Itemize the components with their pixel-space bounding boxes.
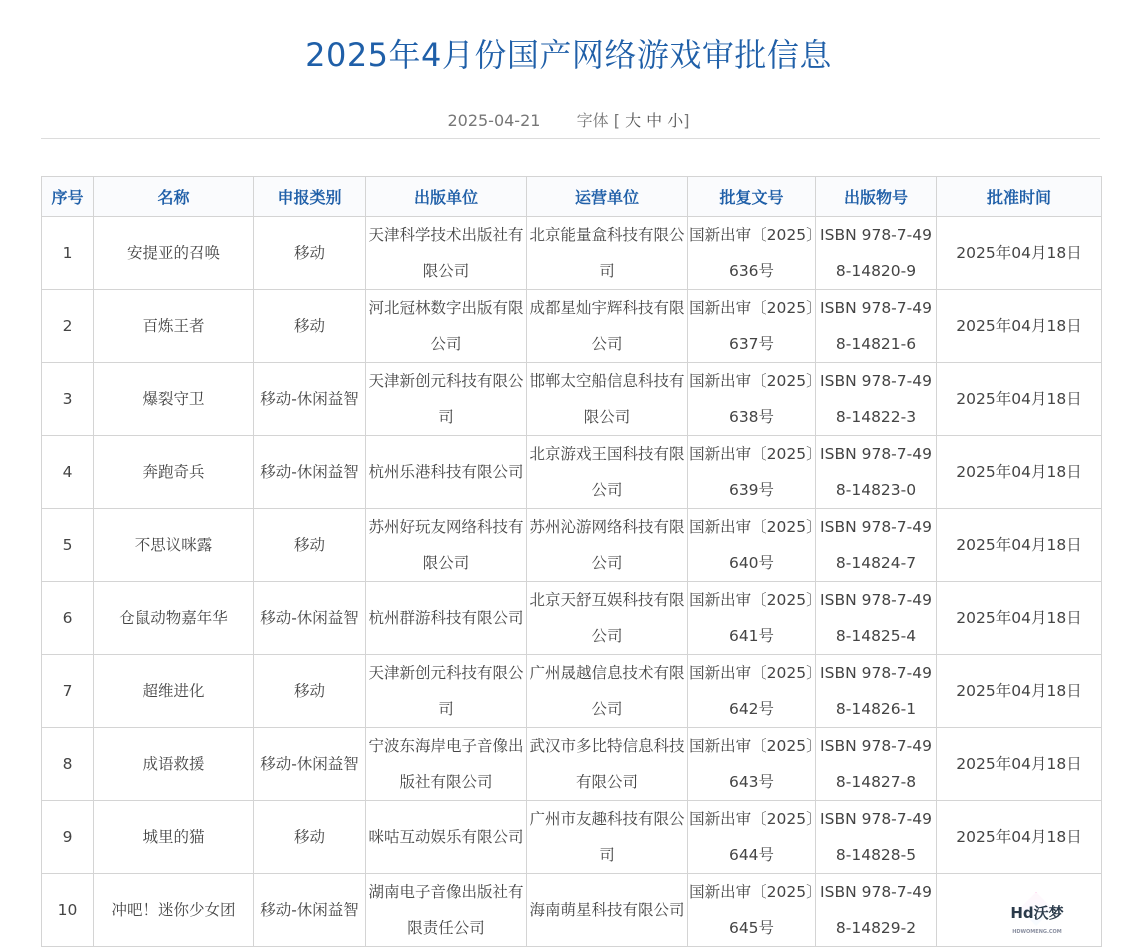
cell-category: 移动 — [254, 290, 366, 363]
table-header-row — [42, 177, 1102, 217]
table-row — [42, 217, 1102, 290]
table-row — [42, 582, 1102, 655]
cell-operator: 成都星灿宇辉科技有限公司 — [527, 290, 688, 363]
cell-isbn: ISBN 978-7-498-14828-5 — [816, 801, 937, 874]
cell-operator: 广州晟越信息技术有限公司 — [527, 655, 688, 728]
cell-game-name: 城里的猫 — [94, 801, 254, 874]
table-row — [42, 728, 1102, 801]
cell-approval-date: 2025年04月18日 — [937, 801, 1102, 874]
cell-category: 移动-休闲益智 — [254, 728, 366, 801]
cell-index: 7 — [42, 655, 94, 728]
cell-category: 移动 — [254, 655, 366, 728]
header-name: 名称 — [94, 177, 254, 217]
cell-category: 移动-休闲益智 — [254, 436, 366, 509]
divider — [41, 138, 1100, 139]
cell-approval-date: 2025年04月18日 — [937, 290, 1102, 363]
cell-index: 5 — [42, 509, 94, 582]
cell-approval-number: 国新出审〔2025〕642号 — [688, 655, 816, 728]
font-size-bracket: ] — [683, 111, 690, 130]
approval-table — [41, 176, 1102, 947]
cell-approval-number: 国新出审〔2025〕636号 — [688, 217, 816, 290]
cell-isbn: ISBN 978-7-498-14820-9 — [816, 217, 937, 290]
table-row — [42, 801, 1102, 874]
cell-approval-number: 国新出审〔2025〕645号 — [688, 874, 816, 947]
cell-game-name: 爆裂守卫 — [94, 363, 254, 436]
cell-game-name: 奔跑奇兵 — [94, 436, 254, 509]
cell-isbn: ISBN 978-7-498-14825-4 — [816, 582, 937, 655]
cell-approval-date: 2025年04月18日 — [937, 509, 1102, 582]
cell-isbn: ISBN 978-7-498-14826-1 — [816, 655, 937, 728]
cell-isbn: ISBN 978-7-498-14823-0 — [816, 436, 937, 509]
cell-operator: 北京天舒互娱科技有限公司 — [527, 582, 688, 655]
cell-approval-date: 2025年04月18日 — [937, 363, 1102, 436]
cell-publisher: 河北冠林数字出版有限公司 — [366, 290, 527, 363]
header-index: 序号 — [42, 177, 94, 217]
cell-category: 移动 — [254, 217, 366, 290]
font-size-medium-link[interactable]: 中 — [646, 111, 663, 130]
cell-publisher: 湖南电子音像出版社有限责任公司 — [366, 874, 527, 947]
table-row — [42, 509, 1102, 582]
cell-isbn: ISBN 978-7-498-14822-3 — [816, 363, 937, 436]
cell-publisher: 苏州好玩友网络科技有限公司 — [366, 509, 527, 582]
article-meta — [0, 108, 1137, 131]
font-size-large-link[interactable]: 大 — [625, 111, 642, 130]
page-title: 2025年4月份国产网络游戏审批信息 — [305, 36, 832, 74]
cell-index: 8 — [42, 728, 94, 801]
cell-approval-date: 2025年04月18日 — [937, 655, 1102, 728]
cell-approval-date: 2025年04月18日 — [937, 436, 1102, 509]
header-category: 申报类别 — [254, 177, 366, 217]
table-row — [42, 436, 1102, 509]
cell-game-name: 百炼王者 — [94, 290, 254, 363]
cell-publisher: 天津新创元科技有限公司 — [366, 363, 527, 436]
publish-date: 2025-04-21 — [447, 111, 541, 130]
header-approval-date: 批准时间 — [937, 177, 1102, 217]
cell-category: 移动-休闲益智 — [254, 874, 366, 947]
cell-category: 移动 — [254, 801, 366, 874]
cell-operator: 北京能量盒科技有限公司 — [527, 217, 688, 290]
cell-operator: 苏州沁游网络科技有限公司 — [527, 509, 688, 582]
cell-game-name: 成语救援 — [94, 728, 254, 801]
header-publisher: 出版单位 — [366, 177, 527, 217]
cell-index: 3 — [42, 363, 94, 436]
table-row — [42, 290, 1102, 363]
cell-approval-number: 国新出审〔2025〕641号 — [688, 582, 816, 655]
table-row — [42, 874, 1102, 947]
header-operator: 运营单位 — [527, 177, 688, 217]
cell-approval-date: 2025年04月18日 — [937, 728, 1102, 801]
cell-index: 1 — [42, 217, 94, 290]
cell-category: 移动 — [254, 509, 366, 582]
cell-isbn: ISBN 978-7-498-14824-7 — [816, 509, 937, 582]
cell-approval-number: 国新出审〔2025〕644号 — [688, 801, 816, 874]
cell-index: 2 — [42, 290, 94, 363]
cell-game-name: 仓鼠动物嘉年华 — [94, 582, 254, 655]
cell-operator: 邯郸太空船信息科技有限公司 — [527, 363, 688, 436]
watermark-brand: Hd沃梦 — [1010, 904, 1064, 922]
cell-approval-number: 国新出审〔2025〕643号 — [688, 728, 816, 801]
cell-game-name: 冲吧！迷你少女团 — [94, 874, 254, 947]
cell-operator: 海南萌星科技有限公司 — [527, 874, 688, 947]
header-isbn: 出版物号 — [816, 177, 937, 217]
watermark-sub: HDWOMENG.COM — [1012, 929, 1062, 935]
cell-approval-date: 2025年04月18日 — [937, 217, 1102, 290]
cell-approval-number: 国新出审〔2025〕639号 — [688, 436, 816, 509]
table-row — [42, 655, 1102, 728]
cell-publisher: 咪咕互动娱乐有限公司 — [366, 801, 527, 874]
cell-index: 6 — [42, 582, 94, 655]
cell-publisher: 杭州乐港科技有限公司 — [366, 436, 527, 509]
cell-approval-number: 国新出审〔2025〕638号 — [688, 363, 816, 436]
cell-isbn: ISBN 978-7-498-14827-8 — [816, 728, 937, 801]
cell-game-name: 超维进化 — [94, 655, 254, 728]
cell-operator: 武汉市多比特信息科技有限公司 — [527, 728, 688, 801]
table-row — [42, 363, 1102, 436]
cell-operator: 北京游戏王国科技有限公司 — [527, 436, 688, 509]
cell-index: 10 — [42, 874, 94, 947]
cell-publisher: 杭州群游科技有限公司 — [366, 582, 527, 655]
cell-category: 移动-休闲益智 — [254, 363, 366, 436]
cell-operator: 广州市友趣科技有限公司 — [527, 801, 688, 874]
cell-publisher: 天津科学技术出版社有限公司 — [366, 217, 527, 290]
watermark-logo — [1004, 893, 1070, 937]
cell-publisher: 宁波东海岸电子音像出版社有限公司 — [366, 728, 527, 801]
cell-isbn: ISBN 978-7-498-14821-6 — [816, 290, 937, 363]
cell-approval-number: 国新出审〔2025〕637号 — [688, 290, 816, 363]
header-approval-number: 批复文号 — [688, 177, 816, 217]
cell-approval-date: 2025年04月18日 — [937, 582, 1102, 655]
font-size-label: 字体 [ — [576, 111, 620, 130]
cell-approval-number: 国新出审〔2025〕640号 — [688, 509, 816, 582]
cell-game-name: 不思议咪露 — [94, 509, 254, 582]
cell-isbn: ISBN 978-7-498-14829-2 — [816, 874, 937, 947]
cell-game-name: 安提亚的召唤 — [94, 217, 254, 290]
cell-index: 4 — [42, 436, 94, 509]
cell-index: 9 — [42, 801, 94, 874]
cell-category: 移动-休闲益智 — [254, 582, 366, 655]
font-size-small-link[interactable]: 小 — [667, 111, 684, 130]
cell-publisher: 天津新创元科技有限公司 — [366, 655, 527, 728]
